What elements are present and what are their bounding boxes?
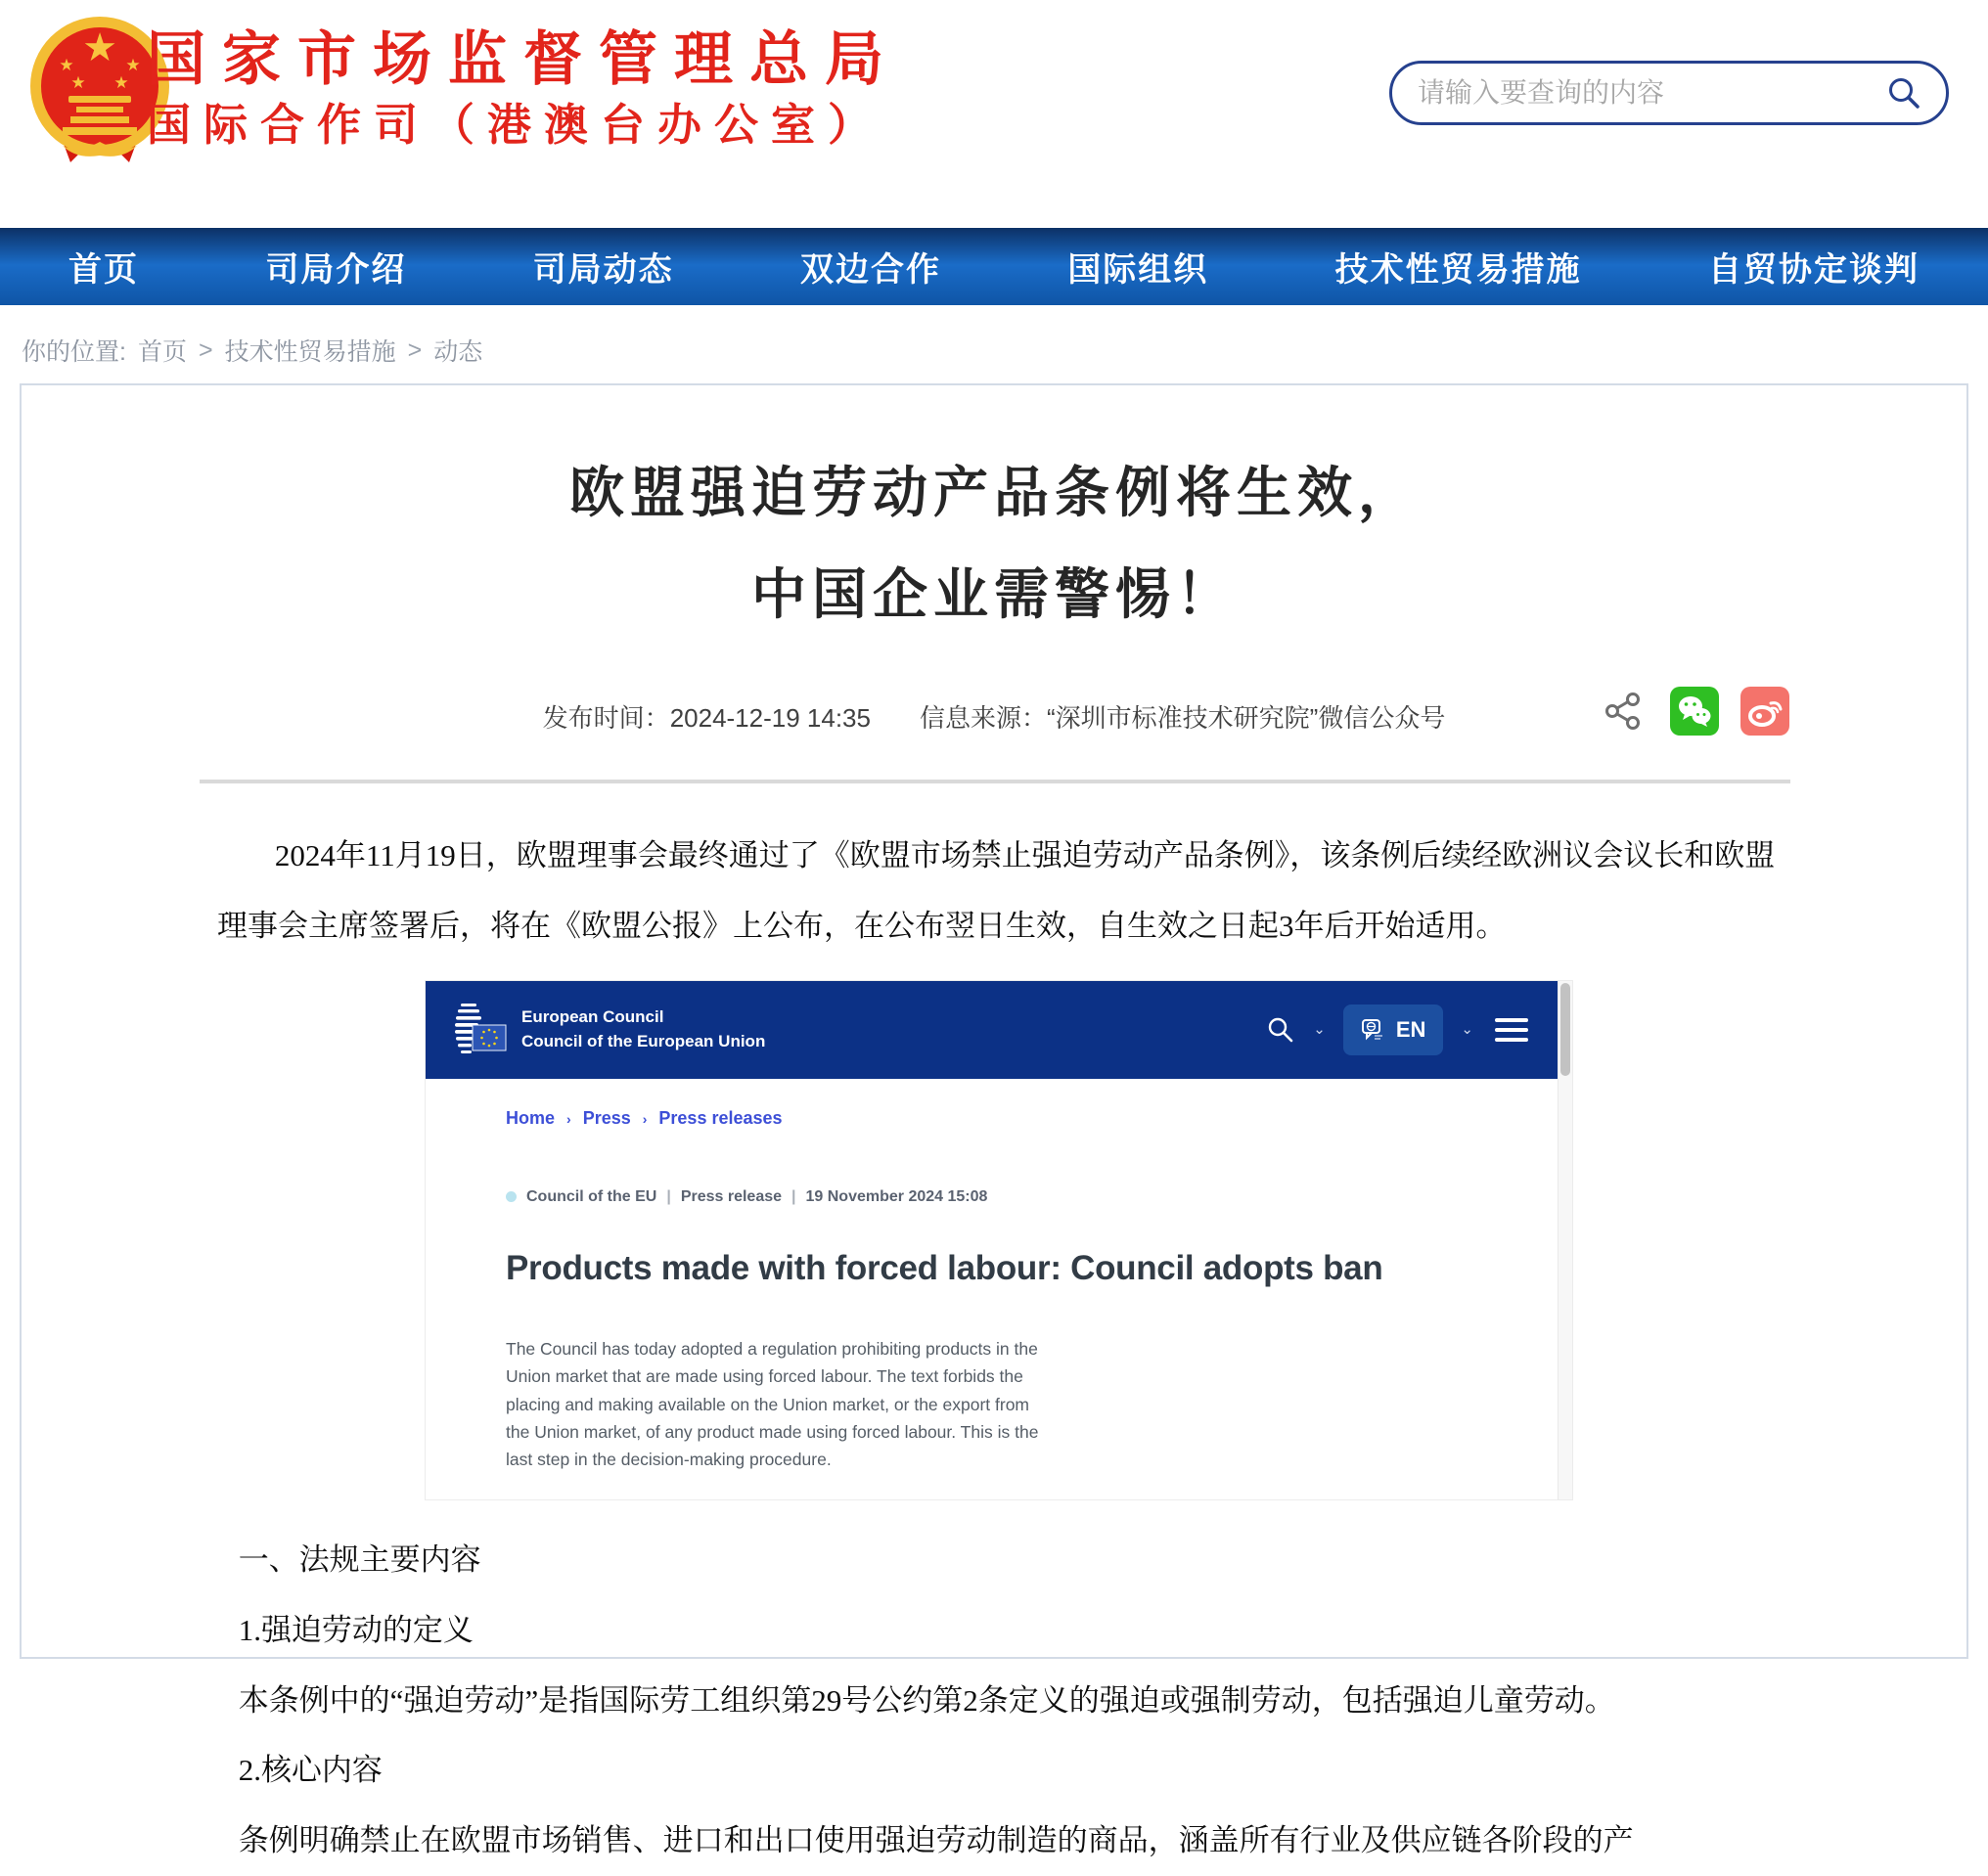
publish-time	[543, 698, 871, 735]
eu-menu-button[interactable]	[1491, 1014, 1532, 1046]
eu-page	[426, 981, 1558, 1499]
menu-icon	[1495, 1038, 1528, 1042]
eu-language-label: EN	[1395, 1017, 1426, 1042]
eu-headline: Products made with forced labour: Council adopts ban	[506, 1248, 1383, 1287]
nav-item-bilateral[interactable]: 双边合作	[799, 251, 941, 289]
eu-language-icon	[1361, 1018, 1386, 1042]
breadcrumb-home[interactable]: 首页	[137, 338, 187, 366]
eu-language-chevron-icon[interactable]: ⌄	[1461, 1020, 1473, 1038]
menu-icon	[1495, 1018, 1528, 1022]
eu-page-body	[426, 1079, 1558, 1499]
share-wechat-button[interactable]	[1669, 686, 1720, 737]
nav-item-home[interactable]: 首页	[68, 251, 139, 289]
svg-text:★: ★	[70, 73, 86, 92]
eu-meta-org: Council of the EU	[526, 1187, 657, 1205]
search-box	[1389, 61, 1949, 125]
svg-text:★: ★	[113, 73, 129, 92]
eu-org-dot-icon	[506, 1191, 517, 1202]
share-toolbar	[1599, 686, 1790, 737]
org-title-sub: 国际合作司（港澳台办公室）	[147, 100, 885, 150]
sub2-heading: 2.核心内容	[238, 1753, 383, 1788]
sub1-text: 本条例中的“强迫劳动”是指国际劳工组织第29号公约第2条定义的强迫或强制劳动，包括强迫儿童劳动。	[238, 1682, 1615, 1718]
article-meta	[22, 686, 1966, 746]
wechat-icon	[1670, 687, 1719, 736]
menu-icon	[1495, 1028, 1528, 1032]
search-input[interactable]	[1418, 77, 1883, 109]
eu-breadcrumb-press[interactable]: Press	[582, 1108, 631, 1128]
svg-text:★: ★	[59, 56, 74, 74]
eu-search-chevron-icon[interactable]: ⌄	[1313, 1020, 1326, 1038]
eu-breadcrumb	[506, 1098, 1558, 1139]
article-title-line2: 中国企业需警惕！	[751, 562, 1237, 625]
eu-breadcrumb-home[interactable]: Home	[506, 1108, 556, 1128]
nav-item-intl-org[interactable]: 国际组织	[1067, 251, 1209, 289]
nav-item-dept-intro[interactable]: 司局介绍	[265, 251, 407, 289]
sub2-text: 条例明确禁止在欧盟市场销售、进口和出口使用强迫劳动制造的商品，涵盖所有行业及供应链各阶段的产	[238, 1823, 1634, 1858]
eu-org-line1: European Council	[521, 1007, 664, 1027]
share-weibo-button[interactable]	[1740, 686, 1790, 737]
paragraph-intro: 2024年11月19日，欧盟理事会最终通过了《欧盟市场禁止强迫劳动产品条例》，该条例后续经欧洲议会议长和欧盟理事会主席签署后，将在《欧盟公报》上公布，在公布翌日生效，自生效之日起3年后开始适用。	[217, 838, 1776, 944]
nav-item-tbt[interactable]: 技术性贸易措施	[1334, 251, 1582, 289]
eu-meta-date: 19 November 2024 15:08	[805, 1187, 988, 1205]
eu-meta-type: Press release	[680, 1187, 783, 1205]
embedded-eu-screenshot	[426, 981, 1572, 1499]
nav-item-dept-news[interactable]: 司局动态	[532, 251, 674, 289]
weibo-icon	[1740, 687, 1789, 736]
section1-heading: 一、法规主要内容	[238, 1541, 481, 1577]
meta-divider	[200, 780, 1790, 783]
eu-breadcrumb-separator: ›	[642, 1110, 648, 1127]
sub1-heading: 1.强迫劳动的定义	[238, 1612, 474, 1647]
article-container	[20, 383, 1968, 1858]
source-value: “深圳市标准技术研究院”微信公众号	[1047, 702, 1446, 733]
breadcrumb-label: 你的位置:	[22, 338, 126, 366]
breadcrumb-news[interactable]: 动态	[433, 338, 483, 366]
eu-breadcrumb-separator: ›	[566, 1110, 571, 1127]
main-navbar	[0, 228, 1988, 305]
eu-body-text: The Council has today adopted a regulation prohibiting products in the Union market that are made using forced labour. The text forbids the placing and making available on the Union market, or the export from the Union market, of any product made using forced labour. This is the last step in the decision-making procedure.	[506, 1339, 1039, 1470]
breadcrumb-separator: >	[407, 335, 423, 364]
eu-meta-separator: |	[666, 1187, 671, 1205]
eu-header-actions	[1266, 1005, 1532, 1055]
article-body	[217, 821, 1781, 1876]
eu-meta-separator: |	[791, 1187, 796, 1205]
search-button[interactable]	[1883, 72, 1924, 113]
search-icon	[1885, 74, 1922, 112]
publish-time-label: 发布时间：	[542, 702, 670, 733]
article-title	[22, 442, 1966, 645]
share-icon	[1603, 690, 1646, 733]
article-title-line1: 欧盟强迫劳动产品条例将生效，	[569, 462, 1419, 523]
svg-text:★: ★	[125, 56, 141, 74]
eu-breadcrumb-press-releases[interactable]: Press releases	[658, 1108, 783, 1128]
eu-scrollbar-thumb[interactable]	[1560, 983, 1570, 1076]
nav-item-fta[interactable]: 自贸协定谈判	[1707, 251, 1920, 289]
org-title-main: 国家市场监督管理总局	[147, 26, 900, 92]
eu-council-logo-icon	[451, 1000, 506, 1060]
site-header	[0, 0, 1988, 228]
eu-search-icon[interactable]	[1266, 1015, 1295, 1045]
source-label: 信息来源：	[919, 702, 1047, 733]
eu-language-button[interactable]	[1343, 1005, 1444, 1055]
breadcrumb	[22, 323, 482, 378]
eu-header	[426, 981, 1558, 1079]
svg-text:★: ★	[82, 26, 117, 69]
breadcrumb-tbt[interactable]: 技术性贸易措施	[224, 338, 396, 366]
site-titles	[147, 27, 900, 153]
publish-time-value: 2024-12-19 14:35	[669, 702, 871, 733]
share-button[interactable]	[1599, 686, 1649, 737]
eu-org-line2: Council of the European Union	[521, 1032, 766, 1050]
eu-scrollbar[interactable]	[1558, 981, 1572, 1499]
eu-org-title	[521, 1005, 765, 1053]
source	[920, 698, 1445, 735]
eu-article-meta	[506, 1179, 1558, 1215]
breadcrumb-separator: >	[198, 335, 213, 364]
